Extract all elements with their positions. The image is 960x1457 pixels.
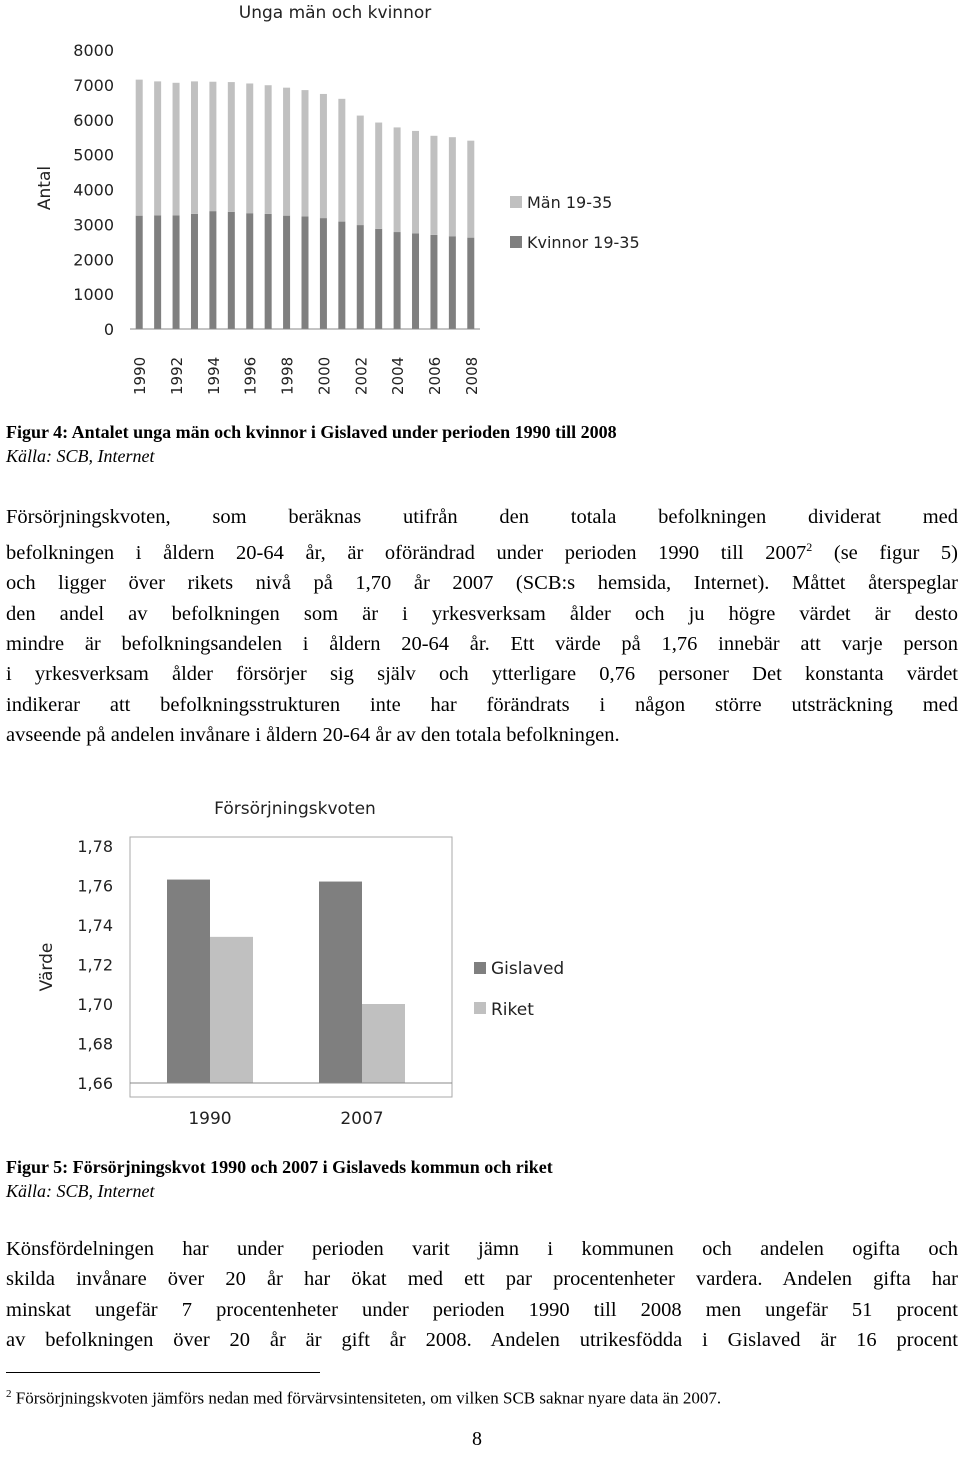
footnote-number: 2 — [6, 1388, 12, 1400]
chart1-xtick-label: 1990 — [131, 356, 150, 395]
chart1-bar-man-2005 — [412, 131, 419, 234]
chart2-bar-gislaved-2007 — [319, 882, 362, 1083]
chart1-bar-kvinnor-2004 — [394, 232, 401, 329]
chart1-bar-kvinnor-1992 — [173, 215, 180, 329]
chart1-bar-kvinnor-1990 — [136, 216, 143, 329]
figure5-caption-source: Källa: SCB, Internet — [6, 1181, 155, 1201]
chart1-bar-man-1993 — [191, 81, 198, 214]
chart1-bar-kvinnor-2001 — [338, 222, 345, 329]
chart1-bar-man-1992 — [173, 83, 180, 216]
chart1-bar-man-1990 — [136, 80, 143, 216]
chart1-bar-man-2002 — [357, 116, 364, 226]
chart1-bar-kvinnor-1996 — [246, 213, 253, 329]
chart2-ylabel: Värde — [37, 942, 57, 992]
chart2-ytick-label: 1,72 — [77, 955, 113, 975]
para1-line-8: avseende på andelen invånare i åldern 20-64 år av den totala befolkningen. — [6, 723, 620, 746]
chart1-ytick-label: 5000 — [73, 145, 114, 165]
para2-line-1: Könsfördelningen har under perioden varit jämn i kommunen och andelen ogifta och — [6, 1238, 958, 1260]
chart1-bar-kvinnor-1994 — [209, 211, 216, 329]
chart1-ylabel: Antal — [35, 165, 55, 211]
para1-line-6: i yrkesverksam ålder försörjer sig själv och ytterligare 0,76 personer Det konstanta värdet — [6, 663, 958, 686]
page-number: 8 — [472, 1428, 482, 1450]
chart1-xtick-label: 1992 — [168, 356, 187, 395]
chart2-ytick-label: 1,76 — [77, 876, 113, 896]
chart1-bar-kvinnor-2006 — [430, 235, 437, 329]
chart1-ytick-label: 1000 — [73, 285, 114, 305]
chart1-bar-kvinnor-2000 — [320, 218, 327, 329]
chart2-xtick-label: 2007 — [340, 1109, 384, 1129]
chart1-xtick-label: 2002 — [352, 356, 371, 395]
chart2-ytick-label: 1,74 — [77, 916, 113, 935]
figure4-caption-title: Figur 4: Antalet unga män och kvinnor i Gislaved under perioden 1990 till 2008 — [6, 422, 617, 442]
chart2-title: Försörjningskvoten — [214, 799, 376, 819]
chart1-bar-kvinnor-2003 — [375, 229, 382, 329]
chart1-xtick-label: 1996 — [241, 356, 260, 395]
chart1-xtick-label: 2004 — [389, 356, 408, 395]
para2-line-4: av befolkningen över 20 år är gift år 2008. Andelen utrikesfödda i Gislaved är 16 procent — [6, 1328, 958, 1351]
para1-line-2-tail: (se figur 5) — [812, 542, 958, 565]
chart1-bar-man-2004 — [394, 127, 401, 232]
chart2-ytick-label: 1,66 — [77, 1074, 113, 1093]
para1-line-1: Försörjningskvoten, som beräknas utifrån den totala befolkningen dividerat med — [6, 506, 958, 528]
footnote-text: Försörjningskvoten jämförs nedan med förvärvsintensiteten, om vilken SCB saknar nyare data än 2007. — [15, 1388, 722, 1408]
chart1-bar-man-2000 — [320, 94, 327, 218]
chart1-bar-man-1999 — [302, 90, 309, 216]
footnote — [6, 1388, 721, 1409]
chart1-xtick-label: 2008 — [462, 356, 481, 395]
chart2-ytick-label: 1,70 — [77, 995, 113, 1014]
para1-line-4: den andel av befolkningen som är i yrkesverksam ålder och ju högre värdet är desto — [6, 602, 958, 625]
legend-label-gislaved: Gislaved — [491, 959, 565, 979]
legend-label-riket: Riket — [491, 1000, 534, 1020]
chart1-bar-kvinnor-2005 — [412, 233, 419, 329]
footnote-divider — [6, 1372, 320, 1373]
chart-young-men-women — [0, 0, 700, 400]
chart-dependency-ratio — [0, 780, 700, 1140]
chart1-ytick-label: 7000 — [73, 75, 114, 95]
chart2-ytick-label: 1,68 — [77, 1034, 113, 1054]
para1-line-2-text: befolkningen i åldern 20-64 år, är oförändrad under perioden 1990 till 2007 — [6, 542, 807, 565]
figure4-caption-source: Källa: SCB, Internet — [6, 446, 155, 466]
para1-line-2 — [6, 532, 958, 568]
chart1-bar-man-1995 — [228, 82, 235, 212]
chart1-bar-man-1996 — [246, 83, 253, 213]
para1-line-5: mindre är befolkningsandelen i åldern 20-64 år. Ett värde på 1,76 innebär att varje person — [6, 633, 958, 656]
paragraph-2 — [6, 1234, 958, 1355]
chart1-bar-kvinnor-2002 — [357, 225, 364, 329]
chart1-xtick-label: 2000 — [315, 356, 334, 395]
figure5-caption-title: Figur 5: Försörjningskvot 1990 och 2007 i Gislaveds kommun och riket — [6, 1157, 553, 1177]
chart1-bar-kvinnor-2008 — [467, 238, 474, 329]
chart1-bar-kvinnor-1999 — [302, 216, 309, 329]
legend-swatch-gislaved — [474, 962, 486, 974]
chart1-ytick-label: 2000 — [73, 250, 114, 270]
chart1-bar-kvinnor-1997 — [265, 214, 272, 329]
chart1-title: Unga män och kvinnor — [238, 3, 432, 23]
chart1-ytick-label: 0 — [103, 320, 114, 339]
chart1-bar-man-1997 — [265, 85, 272, 214]
chart2-bar-gislaved-1990 — [167, 880, 210, 1083]
chart1-xtick-label: 2006 — [425, 356, 444, 395]
legend-label-women: Kvinnor 19-35 — [527, 233, 640, 252]
chart1-bar-kvinnor-1991 — [154, 215, 161, 329]
chart1-bar-man-2003 — [375, 123, 382, 229]
chart1-bar-man-2008 — [467, 141, 474, 238]
chart1-xtick-label: 1998 — [278, 356, 297, 395]
paragraph-1 — [6, 502, 958, 750]
chart1-bar-man-2007 — [449, 137, 456, 236]
footnote-ref: 2 — [806, 540, 813, 555]
chart1-bar-man-2006 — [430, 136, 437, 235]
chart2-bar-riket-2007 — [362, 1004, 405, 1083]
chart1-bar-kvinnor-1998 — [283, 216, 290, 329]
legend-swatch-men — [510, 196, 522, 208]
para1-line-7: indikerar att befolkningsstrukturen inte har förändrats i någon större utsträckning med — [6, 693, 958, 716]
chart1-bar-man-1994 — [209, 82, 216, 211]
chart2-ytick-label: 1,78 — [77, 837, 113, 856]
chart1-ytick-label: 4000 — [73, 180, 114, 200]
chart1-ytick-label: 3000 — [73, 215, 114, 235]
chart1-bar-kvinnor-1993 — [191, 214, 198, 329]
chart2-bar-riket-1990 — [210, 937, 253, 1083]
chart1-bar-man-1991 — [154, 81, 161, 215]
chart1-xtick-label: 1994 — [204, 356, 223, 395]
chart2-xtick-label: 1990 — [188, 1109, 232, 1129]
chart1-bar-kvinnor-1995 — [228, 212, 235, 329]
legend-swatch-women — [510, 236, 522, 248]
chart1-bar-man-2001 — [338, 99, 345, 222]
chart1-ytick-label: 6000 — [73, 110, 114, 130]
para2-line-2: skilda invånare över 20 år har ökat med ett par procentenheter vardera. Andelen gifta har — [6, 1268, 958, 1291]
chart1-bar-kvinnor-2007 — [449, 236, 456, 329]
para1-line-3: och ligger över rikets nivå på 1,70 år 2007 (SCB:s hemsida, Internet). Måttet återspeglar — [6, 572, 958, 595]
chart1-bar-man-1998 — [283, 88, 290, 216]
chart1-ytick-label: 8000 — [73, 41, 114, 60]
legend-swatch-riket — [474, 1002, 486, 1014]
legend-label-men: Män 19-35 — [527, 193, 613, 212]
para2-line-3: minskat ungefär 7 procentenheter under perioden 1990 till 2008 men ungefär 51 procent — [6, 1298, 958, 1321]
